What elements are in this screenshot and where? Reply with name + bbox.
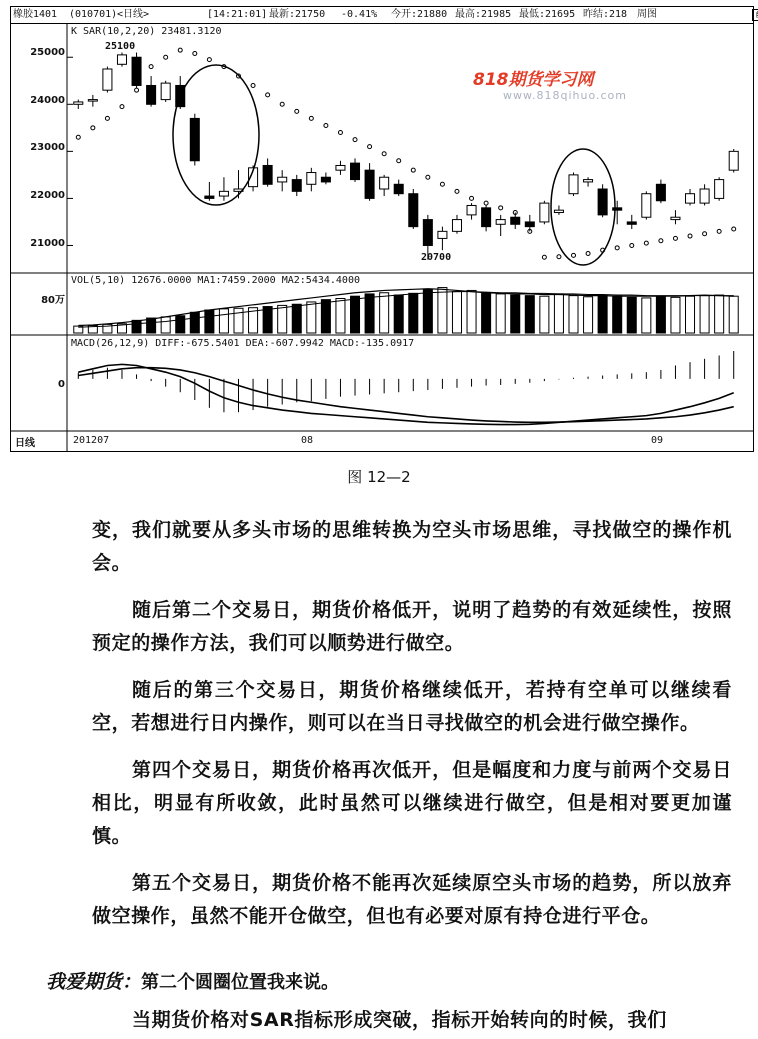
body-text — [92, 514, 732, 947]
sar-dot — [673, 236, 677, 240]
paragraph-3: 随后的第三个交易日，期货价格继续低开，若持有空单可以继续看空，若想进行日内操作，则可以在当日寻找做空的机会进行做空操作。 — [92, 679, 732, 734]
candle-body — [103, 69, 112, 90]
sar-dot — [586, 251, 590, 255]
candle-body — [438, 231, 447, 238]
candle-body — [351, 163, 360, 179]
watermark-url: www.818qihuo.com — [503, 89, 627, 102]
candle-body — [321, 177, 330, 182]
y-tick-24000: 24000 — [30, 95, 65, 106]
volume-bar — [554, 294, 563, 333]
sar-dot — [717, 229, 721, 233]
paragraph-1: 变，我们就要从多头市场的思维转换为空头市场思维，寻找做空的操作机会。 — [92, 519, 732, 574]
volume-bar — [365, 294, 374, 333]
macd-tick-0: 0 — [58, 379, 65, 390]
candle-body — [467, 205, 476, 214]
sar-dot — [207, 58, 211, 62]
volume-title: VOL(5,10) 12676.0000 MA1:7459.2000 MA2:5434.4000 — [71, 275, 360, 286]
candle-body — [686, 194, 695, 203]
sar-dot — [135, 88, 139, 92]
sar-dot — [120, 105, 124, 109]
sar-dot — [542, 255, 546, 259]
sar-dot — [149, 65, 153, 69]
volume-bar — [540, 296, 549, 333]
sar-dot — [411, 168, 415, 172]
candle-body — [496, 220, 505, 225]
candle-body — [88, 100, 97, 102]
time: [14:21:01] — [207, 9, 268, 20]
sar-dot — [76, 135, 80, 139]
highlight-circle-1 — [173, 65, 259, 205]
sar-dot — [280, 102, 284, 106]
annotation-low: 20700 — [421, 252, 452, 263]
macd-diff-line — [78, 364, 733, 424]
sar-dot — [484, 201, 488, 205]
candle-body — [700, 189, 709, 203]
candle-body — [307, 173, 316, 185]
volume-bar — [715, 295, 724, 333]
candle-body — [554, 210, 563, 212]
speaker-text: 第二个圆圈位置我来说。 — [141, 972, 340, 993]
code: (010701) — [69, 9, 118, 20]
candle-body — [642, 194, 651, 218]
sar-dot — [368, 145, 372, 149]
macd-title: MACD(26,12,9) DIFF:-675.5401 DEA:-607.9942 MACD:-135.0917 — [71, 338, 415, 349]
x-tick-201207: 201207 — [73, 435, 110, 446]
period: <日线> — [117, 9, 150, 20]
candle-body — [219, 191, 228, 196]
candle-body — [671, 217, 680, 219]
volume-bar — [278, 305, 287, 333]
candle-body — [147, 85, 156, 104]
chart-canvas — [11, 7, 753, 451]
candle-body — [74, 102, 83, 104]
candle-body — [511, 217, 520, 224]
volume-bar — [190, 312, 199, 333]
volume-bar — [147, 318, 156, 333]
candle-body — [452, 220, 461, 232]
sar-dot — [557, 255, 561, 259]
volume-bar — [409, 293, 418, 333]
candle-body — [190, 118, 199, 160]
sar-dot — [251, 83, 255, 87]
volume-bar — [161, 317, 170, 333]
y-tick-22000: 22000 — [30, 190, 65, 201]
sar-dot — [703, 232, 707, 236]
paragraph-4: 第四个交易日，期货价格再次低开，但是幅度和力度与前两个交易日相比，明显有所收敛，此时虽然可以继续进行做空，但是相对要更加谨慎。 — [92, 759, 732, 847]
volume-bar — [496, 294, 505, 333]
sar-dot — [266, 93, 270, 97]
symbol: 橡胶1401 — [13, 9, 58, 20]
x-tick-08: 08 — [301, 435, 314, 446]
sar-dot — [164, 55, 168, 59]
volume-bar — [598, 295, 607, 333]
candle-body — [394, 184, 403, 193]
volume-bar — [336, 299, 345, 334]
sar-dot — [91, 126, 95, 130]
volume-bar — [380, 293, 389, 333]
volume-bar — [671, 297, 680, 333]
volume-bar — [307, 302, 316, 333]
candle-body — [336, 165, 345, 170]
low-price: 最低:21695 — [519, 9, 576, 20]
last-line: 当期货价格对SAR指标形成突破，指标开始转向的时候，我们 — [132, 1009, 667, 1031]
volume-bar — [423, 289, 432, 333]
volume-bar — [656, 297, 665, 333]
volume-bar — [613, 296, 622, 333]
sar-dot — [397, 159, 401, 163]
sar-dot — [688, 234, 692, 238]
volume-bar — [219, 309, 228, 333]
candle-body — [365, 170, 374, 198]
annotation-high: 25100 — [105, 41, 136, 52]
candle-body — [292, 180, 301, 192]
volume-bar — [452, 292, 461, 333]
latest-price: 最新:21750 — [269, 9, 326, 20]
candle-body — [482, 208, 491, 227]
sar-dot — [572, 253, 576, 257]
sar-dot — [295, 109, 299, 113]
sar-dot — [440, 182, 444, 186]
volume-bar — [627, 297, 636, 333]
candle-body — [613, 208, 622, 210]
watermark-logo — [473, 65, 627, 102]
high-price: 最高:21985 — [455, 9, 512, 20]
volume-bar — [351, 296, 360, 333]
volume-bar — [132, 320, 141, 333]
sar-dot — [178, 48, 182, 52]
candle-body — [584, 180, 593, 182]
open-price: 今开:21880 — [391, 9, 448, 20]
prev-close: 昨结:218 — [583, 9, 628, 20]
speaker-line — [46, 967, 339, 994]
vol-tick-80: 80万 — [41, 295, 65, 306]
sar-dot — [193, 51, 197, 55]
volume-bar — [467, 290, 476, 333]
volume-bar — [482, 293, 491, 333]
sar-dot — [644, 241, 648, 245]
volume-bar — [234, 308, 243, 333]
candle-body — [423, 220, 432, 246]
candle-body — [161, 83, 170, 99]
sar-dot — [338, 131, 342, 135]
candle-body — [263, 165, 272, 184]
volume-bar — [176, 316, 185, 333]
candle-body — [715, 180, 724, 199]
volume-bar — [729, 296, 738, 333]
watermark-brand: 818期货学习网 — [473, 70, 594, 90]
candle-body — [380, 177, 389, 189]
sar-dot — [659, 239, 663, 243]
candle-body — [729, 151, 738, 170]
volume-bar — [438, 288, 447, 333]
volume-bar — [569, 296, 578, 333]
paragraph-2: 随后第二个交易日，期货价格低开，说明了趋势的有效延续性，按照预定的操作方法，我们可以顺势进行做空。 — [92, 599, 732, 654]
y-tick-23000: 23000 — [30, 142, 65, 153]
volume-bar — [686, 296, 695, 333]
volume-bar — [700, 296, 709, 333]
y-tick-25000: 25000 — [30, 47, 65, 58]
candle-body — [656, 184, 665, 200]
volume-bar — [584, 297, 593, 333]
period-label: 日线 — [15, 438, 35, 449]
sar-dot — [382, 152, 386, 156]
paragraph-5: 第五个交易日，期货价格不能再次延续原空头市场的趋势，所以放弃做空操作，虽然不能开仓做空，但也有必要对原有持仓进行平仓。 — [92, 872, 732, 927]
sar-dot — [732, 227, 736, 231]
volume-bar — [642, 298, 651, 333]
sar-dot — [426, 175, 430, 179]
candle-body — [569, 175, 578, 194]
futures-chart — [10, 6, 754, 452]
volume-bar — [511, 295, 520, 333]
candle-body — [132, 57, 141, 85]
volume-bar — [321, 300, 330, 333]
candle-body — [598, 189, 607, 215]
sar-dot — [470, 196, 474, 200]
candle-body — [205, 196, 214, 198]
sar-dot — [615, 246, 619, 250]
candle-body — [540, 203, 549, 222]
candle-body — [278, 177, 287, 182]
overlay-label: 周图 — [637, 9, 657, 20]
volume-bar — [525, 296, 534, 333]
y-tick-21000: 21000 — [30, 238, 65, 249]
sar-dot — [353, 138, 357, 142]
speaker-name: 我爱期货： — [46, 971, 142, 993]
sar-dot — [455, 189, 459, 193]
candle-body — [627, 222, 636, 224]
sar-dot — [324, 123, 328, 127]
volume-bar — [263, 307, 272, 333]
volume-bar — [394, 295, 403, 333]
volume-bar — [205, 310, 214, 333]
x-tick-09: 09 — [651, 435, 664, 446]
candle-body — [409, 194, 418, 227]
candle-body — [525, 222, 534, 227]
kline-title: K SAR(10,2,20) 23481.3120 — [71, 26, 222, 37]
change-percent: -0.41% — [341, 9, 378, 20]
sar-dot — [630, 243, 634, 247]
sar-dot — [309, 116, 313, 120]
figure-caption: 图 12—2 — [347, 468, 411, 486]
sar-dot — [499, 206, 503, 210]
sar-dot — [105, 116, 109, 120]
volume-bar — [292, 304, 301, 333]
candle-body — [117, 55, 126, 64]
